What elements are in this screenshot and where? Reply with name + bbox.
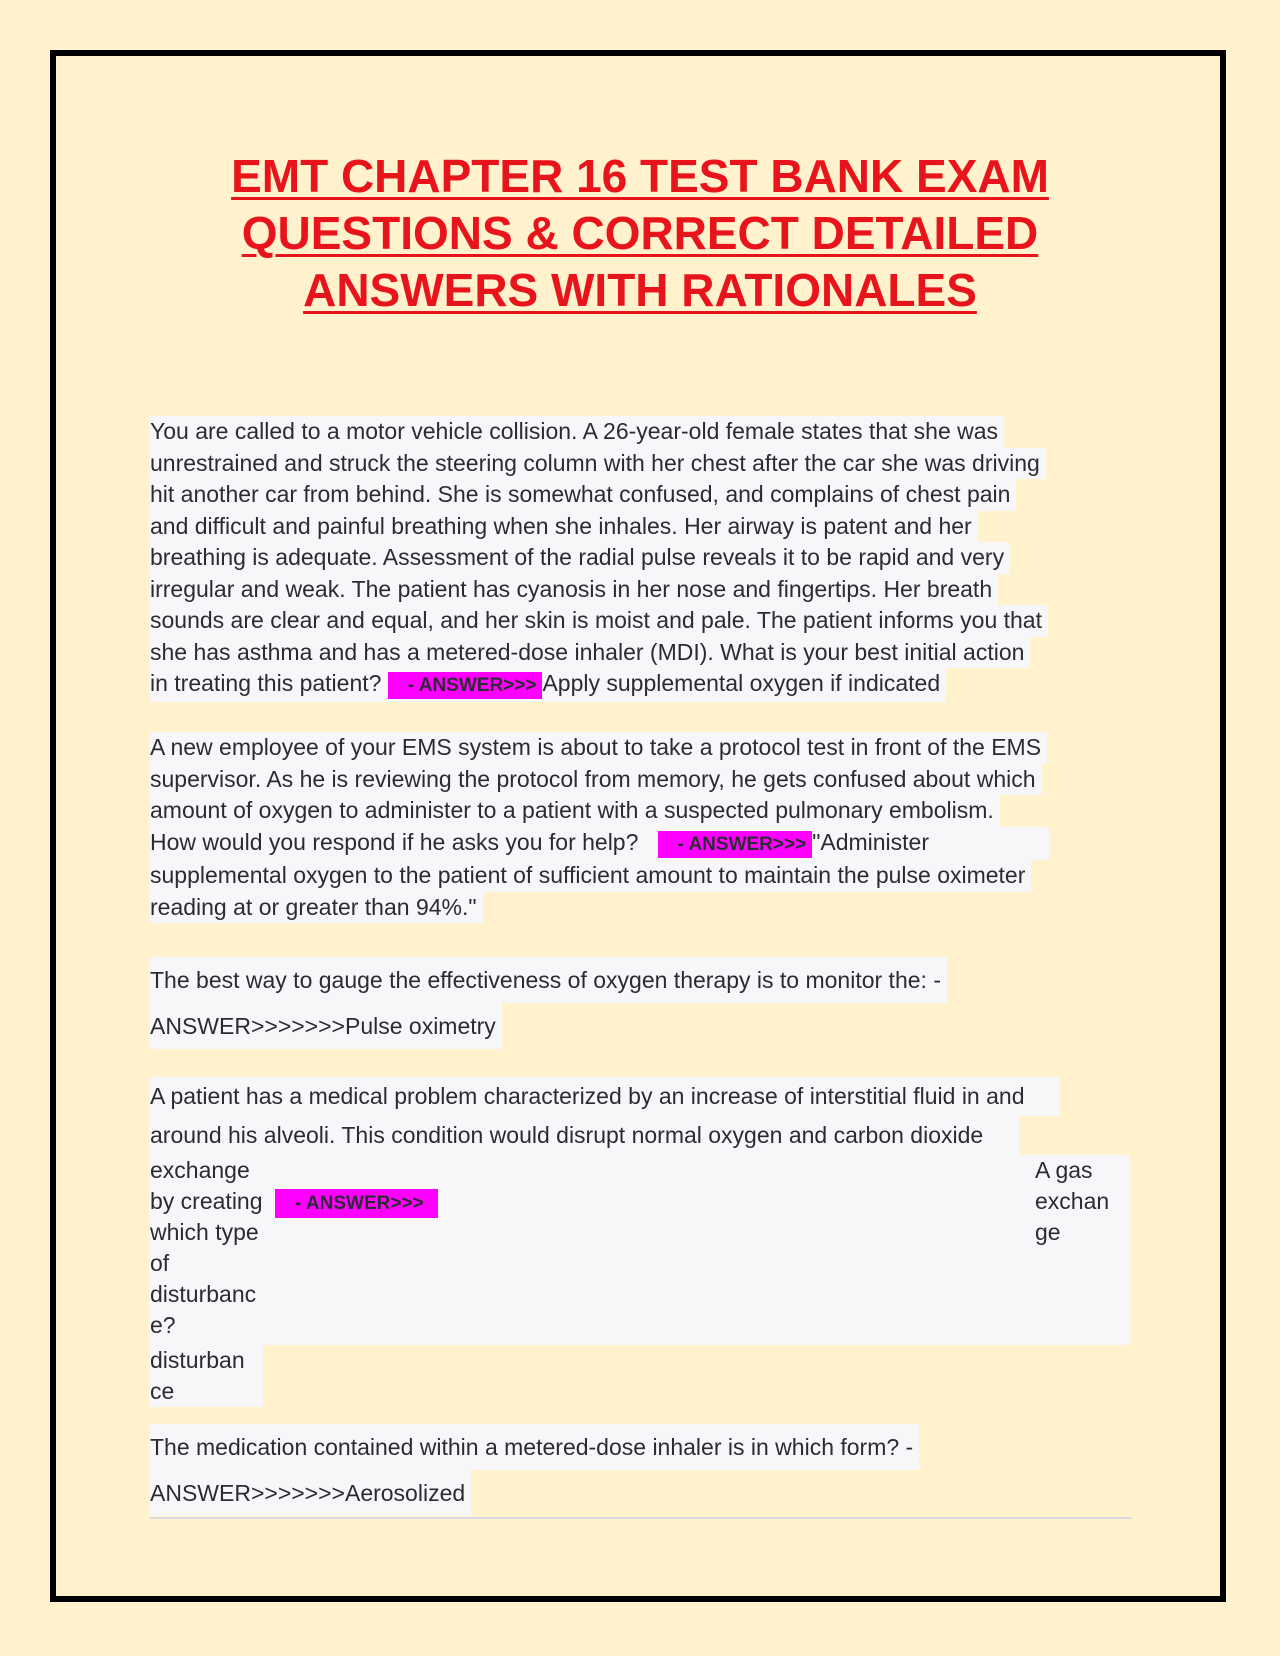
- q4-word: of: [150, 1250, 170, 1276]
- q4-background: [150, 1155, 1130, 1345]
- q4-tail: [150, 1345, 263, 1407]
- title-line-3: ANSWERS WITH RATIONALES: [303, 264, 977, 316]
- q1-line: sounds are clear and equal, and her skin is moist and pale. The patient informs you that: [150, 605, 1048, 637]
- document-title: [150, 148, 1130, 319]
- q1-question-end: in treating this patient?: [150, 670, 382, 696]
- q5-line: The medication contained within a metered-dose inhaler is in which form? -: [150, 1424, 919, 1470]
- title-line-2: QUESTIONS & CORRECT DETAILED: [241, 207, 1039, 259]
- q4-word: which type: [150, 1219, 259, 1245]
- q2-line: amount of oxygen to administer to a patient with a suspected pulmonary embolism.: [150, 795, 1000, 827]
- q1-line: You are called to a motor vehicle collision. A 26-year-old female states that she was: [150, 416, 1004, 448]
- q2-question-end: How would you respond if he asks you for help?: [150, 828, 639, 855]
- q1-line: and difficult and painful breathing when she inhales. Her airway is patent and her: [150, 511, 978, 543]
- q2-answer-line: [150, 827, 1049, 861]
- q4-body: [150, 1155, 1130, 1415]
- q3-answer-line: ANSWER>>>>>>>Pulse oximetry: [150, 1003, 502, 1049]
- answer-marker: - ANSWER>>>: [275, 1189, 438, 1218]
- q4-word: ce: [150, 1378, 175, 1404]
- q4-line: A patient has a medical problem characterized by an increase of interstitial fluid in and: [150, 1077, 1060, 1116]
- q4-line: around his alveoli. This condition would disrupt normal oxygen and carbon dioxide: [150, 1116, 1019, 1155]
- q2-answer-line: reading at or greater than 94%.": [150, 892, 483, 924]
- q2-answer-start: "Administer: [812, 828, 930, 855]
- question-5: [150, 1424, 1130, 1516]
- q2-line: supervisor. As he is reviewing the protocol from memory, he gets confused about which: [150, 764, 1042, 796]
- q4-intro: [150, 1077, 1130, 1155]
- q4-answer-marker: [275, 1188, 438, 1215]
- q2-line: A new employee of your EMS system is about to take a protocol test in front of the EMS: [150, 732, 1047, 764]
- q4-word: by creating: [150, 1188, 263, 1214]
- q5-answer-line: ANSWER>>>>>>>Aerosolized: [150, 1470, 471, 1516]
- q4-right-column: [1035, 1155, 1130, 1248]
- q4-word: disturban: [150, 1347, 245, 1373]
- q4-left-column: [150, 1155, 275, 1341]
- bottom-rule: [150, 1517, 1132, 1519]
- q1-line: irregular and weak. The patient has cyanosis in her nose and fingertips. Her breath: [150, 574, 998, 606]
- q1-line: unrestrained and struck the steering column with her chest after the car she was driving: [150, 448, 1046, 480]
- q1-answer: Apply supplemental oxygen if indicated: [542, 670, 941, 696]
- q4-answer-word: A gas: [1035, 1157, 1093, 1183]
- q1-last-line: [150, 668, 946, 702]
- q4-answer-word: ge: [1035, 1219, 1061, 1245]
- q4-answer-word: exchan: [1035, 1188, 1110, 1214]
- question-3: [150, 957, 1130, 1049]
- q4-word: e?: [150, 1312, 176, 1338]
- q3-line: The best way to gauge the effectiveness of oxygen therapy is to monitor the: -: [150, 957, 947, 1003]
- answer-marker: - ANSWER>>>: [658, 831, 813, 858]
- question-2: [150, 732, 1130, 923]
- q2-answer-line: supplemental oxygen to the patient of sufficient amount to maintain the pulse oximeter: [150, 860, 1031, 892]
- q4-word: exchange: [150, 1157, 250, 1183]
- q1-line: she has asthma and has a metered-dose inhaler (MDI). What is your best initial action: [150, 637, 1030, 669]
- q1-line: breathing is adequate. Assessment of the radial pulse reveals it to be rapid and very: [150, 542, 1010, 574]
- answer-marker: - ANSWER>>>: [388, 672, 543, 699]
- title-line-1: EMT CHAPTER 16 TEST BANK EXAM: [231, 150, 1049, 202]
- question-4: [150, 1077, 1130, 1415]
- q1-line: hit another car from behind. She is somewhat confused, and complains of chest pain: [150, 479, 1016, 511]
- question-1: [150, 416, 1130, 702]
- q4-word: disturbanc: [150, 1281, 257, 1307]
